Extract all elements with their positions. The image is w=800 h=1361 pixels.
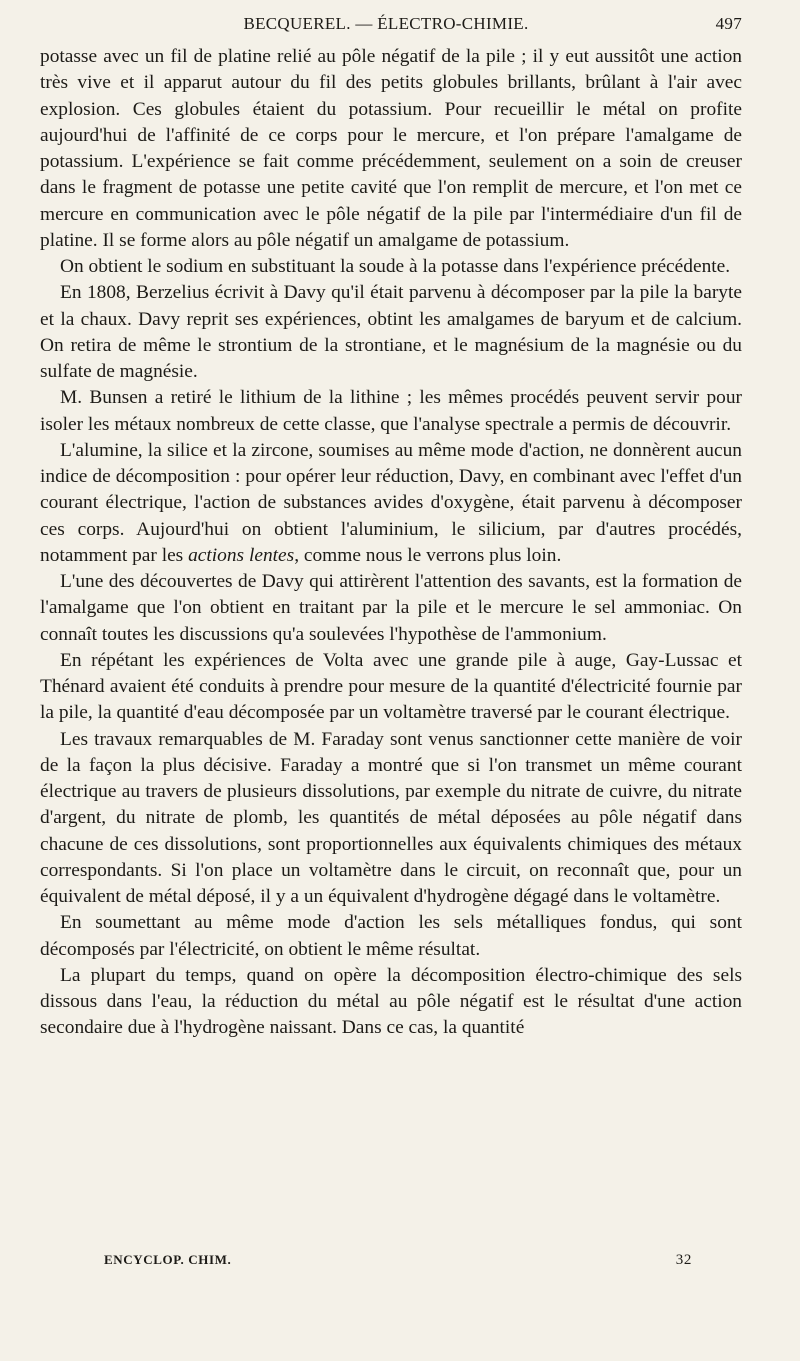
page-number: 497 xyxy=(715,14,742,33)
paragraph-text: En 1808, Berzelius écrivit à Davy qu'il était parvenu à décomposer par la pile la baryte et la chaux. Davy reprit ses expériences, obtint les amalgames de baryum et de calcium. On retira de même le strontium de la strontiane, et le magnésium de la magnésie ou du sulfate de magnésie. xyxy=(40,282,742,382)
paragraph-text: , comme nous le verrons plus loin. xyxy=(294,544,562,566)
paragraph-1 xyxy=(40,44,742,254)
paragraph-6 xyxy=(40,569,742,648)
italic-term: actions lentes xyxy=(188,544,295,566)
paragraph-7 xyxy=(40,648,742,727)
paragraph-text: En répétant les expériences de Volta avec une grande pile à auge, Gay-Lussac et Thénard avaient été conduits à prendre pour mesure de la quantité d'électricité fournie par la pile, la quantité d'eau décomposée par un voltamètre traversé par le courant électrique. xyxy=(40,649,742,724)
running-title: BECQUEREL. — ÉLECTRO-CHIMIE. xyxy=(243,14,529,33)
page-footer xyxy=(104,1252,692,1269)
paragraph-10 xyxy=(40,963,742,1042)
paragraph-text: potasse avec un fil de platine relié au pôle négatif de la pile ; il y eut aussitôt une action très vive et il apparut autour du fil des petits globules brillants, brûlant à l'air avec explosion. Ces globules étaient du potassium. Pour recueillir le métal on profite aujourd'hui de l'affinité de ce corps pour le mercure, et l'on prépare l'amalgame de potassium. L'expérience se fait comme précédemment, seulement on a soin de creuser dans le fragment de potasse une petite cavité que l'on remplit de mercure, et l'on met ce mercure en communication avec le pôle négatif de la pile par l'intermédiaire d'un fil de platine. Il se forme alors au pôle négatif un amalgame de potassium. xyxy=(40,46,742,251)
body-text xyxy=(40,44,742,1042)
footer-series-title: ENCYCLOP. CHIM. xyxy=(104,1252,232,1267)
paragraph-9 xyxy=(40,910,742,963)
paragraph-text: On obtient le sodium en substituant la soude à la potasse dans l'expérience précédente. xyxy=(60,256,731,277)
paragraph-text: La plupart du temps, quand on opère la décomposition électro-chimique des sels dissous dans l'eau, la réduction du métal au pôle négatif est le résultat d'une action secondaire due à l'hydrogène naissant. Dans ce cas, la quantité xyxy=(40,964,742,1039)
paragraph-2 xyxy=(40,254,742,280)
paragraph-text: En soumettant au même mode d'action les sels métalliques fondus, qui sont décomposés par l'électricité, on obtient le même résultat. xyxy=(40,912,742,960)
paragraph-text: Les travaux remarquables de M. Faraday sont venus sanctionner cette manière de voir de la façon la plus décisive. Faraday a montré que si l'on transmet un même courant électrique au travers de plusieurs dissolutions, par exemple du nitrate de cuivre, du nitrate d'argent, du nitrate de plomb, les quantités de métal déposées au pôle négatif dans chacune de ces dissolutions, sont proportionnelles aux équivalents chimiques des métaux correspondants. Si l'on place un voltamètre dans le circuit, on reconnaît que, pour un équivalent de métal déposé, il y a un équivalent d'hydrogène dégagé dans le voltamètre. xyxy=(40,728,742,907)
paragraph-text: L'alumine, la silice et la zircone, soumises au même mode d'action, ne donnèrent aucun indice de décomposition : pour opérer leur réduction, Davy, en combinant avec l'effet d'un courant électrique, l'action de substances avides d'oxygène, était parvenu à décomposer ces corps. Aujourd'hui on obtient l'aluminium, le silicium, par d'autres procédés, notamment par les xyxy=(40,439,742,566)
running-head xyxy=(40,14,742,44)
paragraph-4 xyxy=(40,385,742,438)
paragraph-text: M. Bunsen a retiré le lithium de la lithine ; les mêmes procédés peuvent servir pour isoler les métaux nombreux de cette classe, que l'analyse spectrale a permis de découvrir. xyxy=(40,387,742,435)
paragraph-5 xyxy=(40,438,742,569)
signature-mark: 32 xyxy=(675,1252,692,1268)
paragraph-8 xyxy=(40,727,742,911)
paragraph-3 xyxy=(40,280,742,385)
paragraph-text: L'une des découvertes de Davy qui attirèrent l'attention des savants, est la formation de l'amalgame que l'on obtient en traitant par la pile et le mercure le sel ammoniac. On connaît toutes les discussions qu'a soulevées l'hypothèse de l'ammonium. xyxy=(40,571,742,645)
